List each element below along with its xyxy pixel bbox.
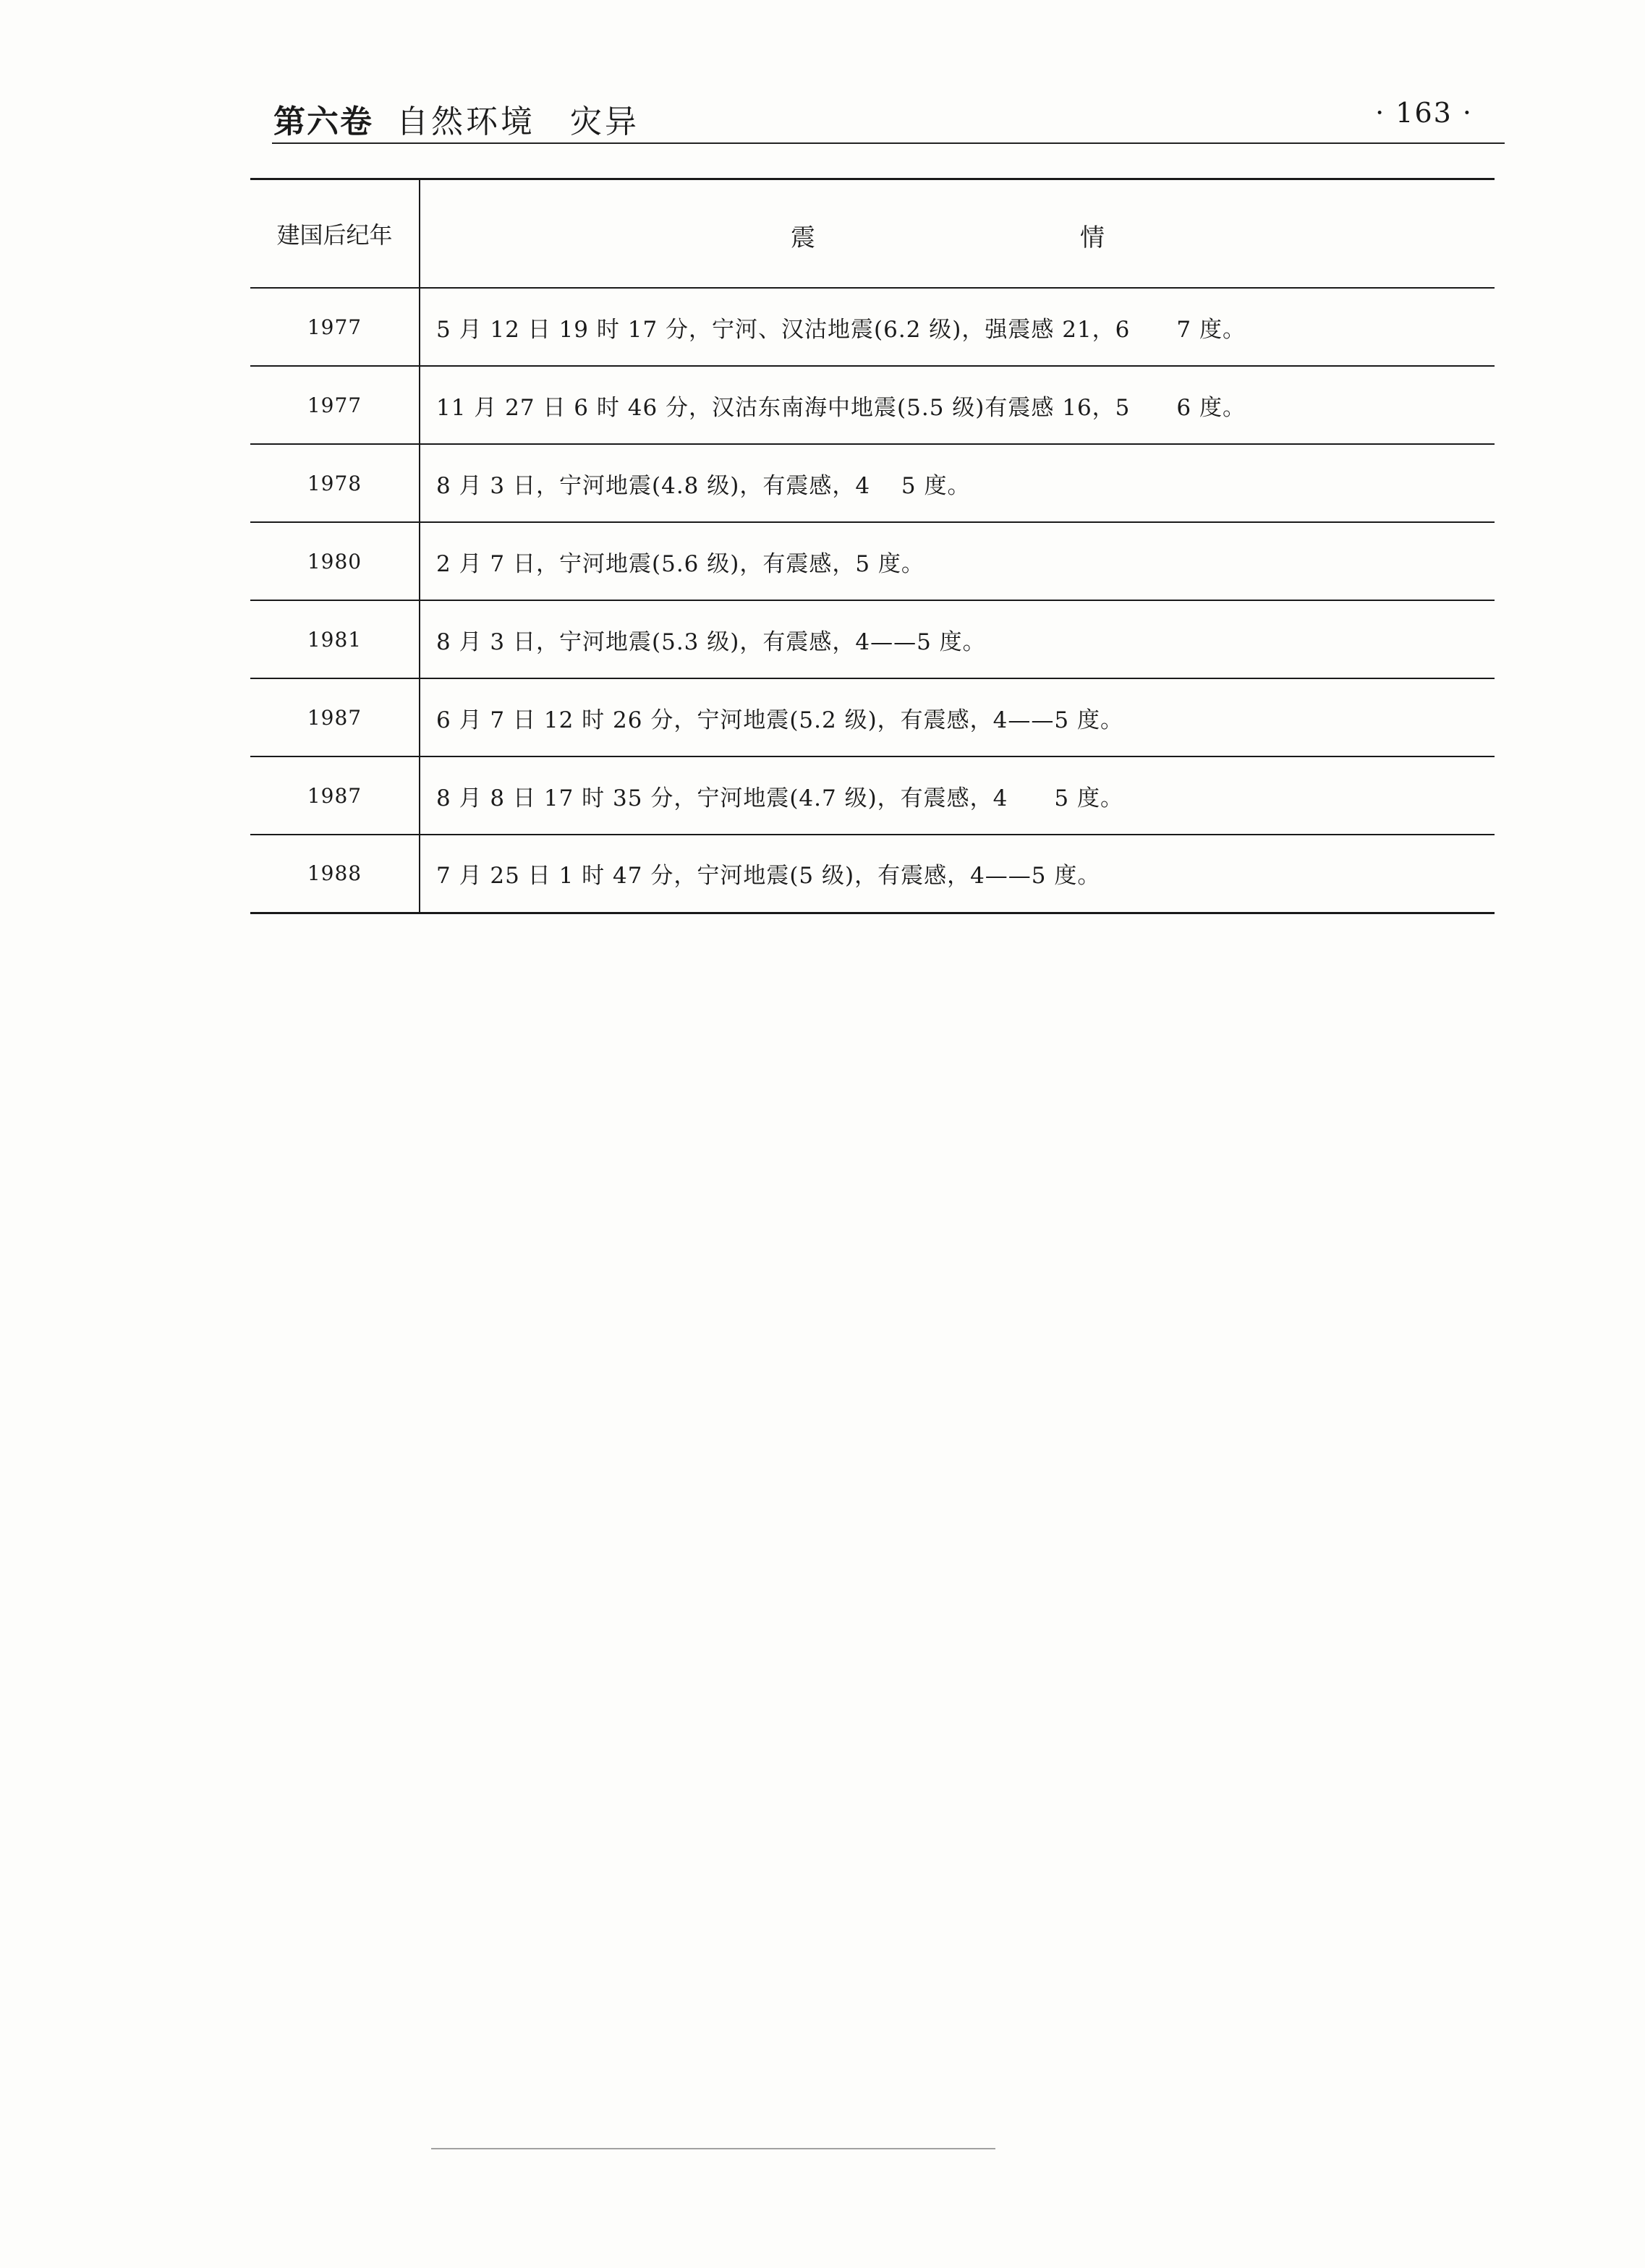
year-cell: 1987 [250, 678, 420, 756]
table-row [250, 600, 1495, 678]
earthquake-table [250, 178, 1495, 914]
page-number: · 163 · [1375, 97, 1473, 129]
table-row [250, 522, 1495, 600]
year-cell: 1980 [250, 522, 420, 600]
description-cell: 7 月 25 日 1 时 47 分，宁河地震(5 级)，有震感，4——5 度。 [436, 863, 1101, 890]
section-title: 自然环境 灾异 [396, 103, 639, 140]
header-rule [272, 142, 1505, 144]
table-row [250, 444, 1495, 522]
year-column-header: 建国后纪年 [250, 179, 420, 289]
year-cell: 1988 [250, 835, 420, 913]
table-row [250, 756, 1495, 835]
description-header-char: 情 [1080, 223, 1105, 252]
year-cell: 1977 [250, 288, 420, 366]
running-header [272, 93, 1505, 143]
year-cell: 1981 [250, 600, 420, 678]
year-cell: 1977 [250, 366, 420, 444]
description-cell: 8 月 8 日 17 时 35 分，宁河地震(4.7 级)，有震感，4 5 度。 [436, 785, 1123, 811]
description-column-header [420, 179, 1495, 289]
scan-artifact [431, 2148, 995, 2149]
description-cell: 5 月 12 日 19 时 17 分，宁河、汉沽地震(6.2 级)，强震感 21，6 7 度。 [436, 316, 1246, 343]
year-cell: 1978 [250, 444, 420, 522]
year-cell: 1987 [250, 756, 420, 835]
description-header-char: 震 [791, 223, 815, 252]
table-row [250, 366, 1495, 444]
description-cell: 2 月 7 日，宁河地震(5.6 级)，有震感，5 度。 [436, 550, 924, 577]
description-cell: 11 月 27 日 6 时 46 分，汉沽东南海中地震(5.5 级)有震感 16，5 6 度。 [436, 394, 1246, 421]
volume-title: 第六卷 [273, 103, 373, 140]
description-cell: 8 月 3 日，宁河地震(5.3 级)，有震感，4——5 度。 [436, 628, 986, 655]
table-row [250, 835, 1495, 913]
description-cell: 8 月 3 日，宁河地震(4.8 级)，有震感，4 5 度。 [436, 472, 971, 499]
table-row [250, 288, 1495, 366]
table-header-row [250, 179, 1495, 289]
table-row [250, 678, 1495, 756]
description-cell: 6 月 7 日 12 时 26 分，宁河地震(5.2 级)，有震感，4——5 度。 [436, 707, 1123, 733]
